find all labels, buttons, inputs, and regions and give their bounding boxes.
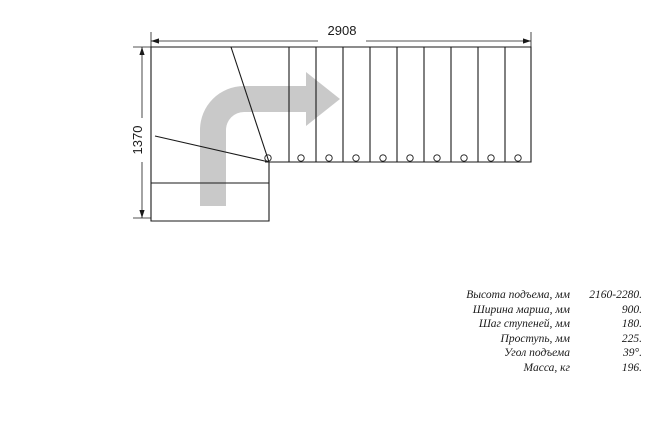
spec-label: Проступь, мм: [500, 332, 570, 345]
baluster-markers: [265, 155, 521, 162]
spec-row: [432, 346, 642, 361]
height-dimension: [130, 47, 151, 218]
spec-value: 2160-2280.: [589, 289, 642, 301]
spec-label: Высота подъема, мм: [466, 289, 570, 301]
spec-value: 900.: [621, 303, 642, 316]
specification-table: [432, 288, 642, 376]
spec-label: Шаг ступеней, мм: [478, 318, 570, 331]
spec-value: 180.: [621, 318, 642, 331]
direction-arrow-icon: [200, 72, 340, 206]
stair-treads: [316, 47, 505, 162]
spec-row: [432, 288, 642, 303]
spec-row: [432, 332, 642, 347]
spec-row: [432, 303, 642, 318]
width-dimension: [151, 23, 531, 50]
spec-value: 225.: [621, 332, 642, 345]
spec-label: Ширина марша, мм: [472, 303, 570, 316]
spec-label: Угол подъема: [504, 347, 570, 360]
spec-row: [432, 317, 642, 332]
spec-label: Масса, кг: [523, 361, 570, 374]
spec-value: 39°.: [623, 347, 642, 360]
spec-value: 196.: [621, 361, 642, 374]
width-dimension-label: 2908: [327, 23, 357, 38]
height-dimension-label: 1370: [130, 125, 145, 155]
spec-row: [432, 361, 642, 376]
